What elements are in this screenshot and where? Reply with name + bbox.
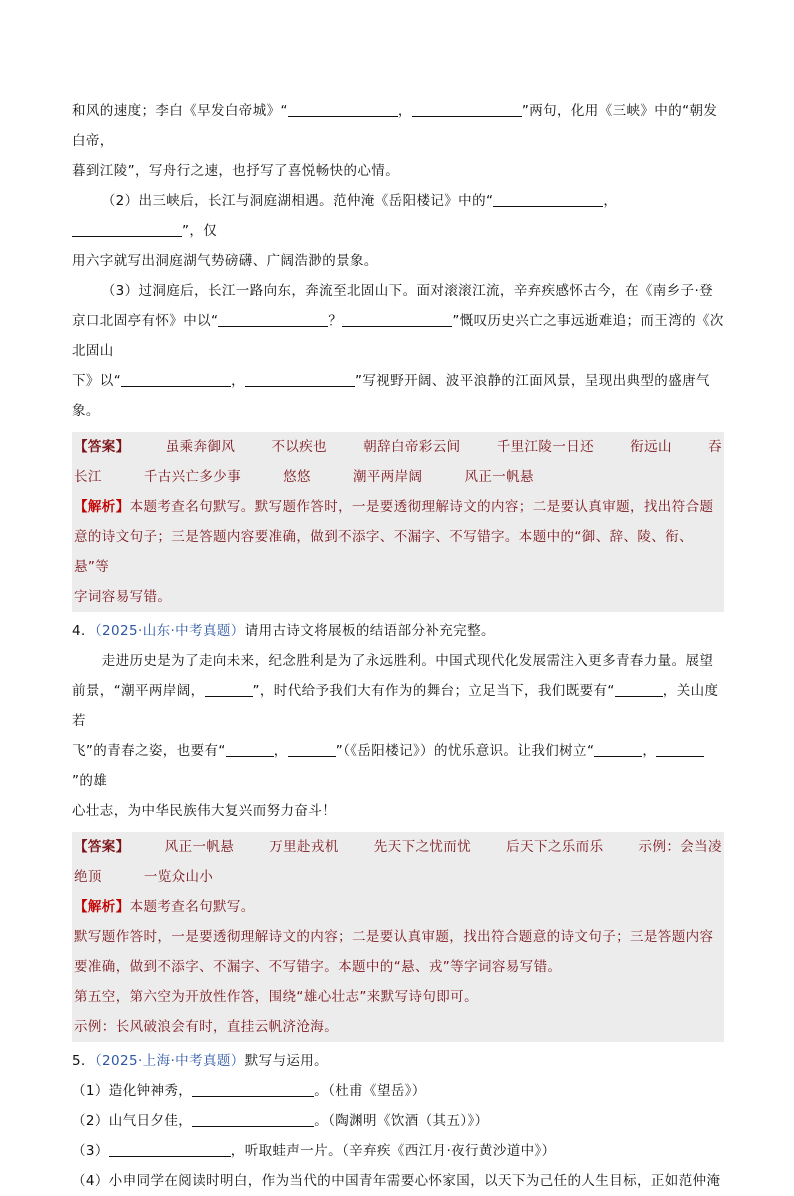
blank[interactable] xyxy=(109,1142,231,1157)
answer-label: 【答案】 xyxy=(74,439,130,455)
answer-item: 绝顶 xyxy=(74,869,102,885)
question-source: （2025·上海·中考真题） xyxy=(94,1053,245,1069)
blank[interactable] xyxy=(72,222,182,237)
answer-item: 一览众山小 xyxy=(143,869,214,885)
answer-label: 【答案】 xyxy=(74,839,130,855)
blank[interactable] xyxy=(656,742,704,757)
question-4-line-2: 前景，“潮平两岸阔， ”，时代给予我们大有作为的舞台；立足当下，我们既要有“ ，关山度若 xyxy=(72,683,719,729)
analysis-label: 【解析】 xyxy=(74,899,130,915)
answer-item: 虽乘奔御风 xyxy=(165,439,236,455)
blank[interactable] xyxy=(288,102,398,117)
answer-item: 后天下之乐而乐 xyxy=(506,839,604,855)
blank[interactable] xyxy=(615,682,663,697)
question-4-header: 4．（2025·山东·中考真题）请用古诗文将展板的结语部分补充完整。 xyxy=(72,623,495,639)
answer-item: 千古兴亡多少事 xyxy=(143,469,242,485)
blank[interactable] xyxy=(493,192,603,207)
question-4-line-4: 心壮志，为中华民族伟大复兴而努力奋斗！ xyxy=(72,803,337,819)
answer-item: 不以疾也 xyxy=(271,439,328,455)
item-2-line-2: 用六字就写出洞庭湖气势磅礴、广阔浩渺的景象。 xyxy=(72,253,378,269)
question-4-line-1: 走进历史是为了走向未来，纪念胜利是为了永远胜利。中国式现代化发展需注入更多青春力量。展望 xyxy=(101,653,714,669)
question-5-header: 5．（2025·上海·中考真题）默写与运用。 xyxy=(72,1053,329,1069)
blank[interactable] xyxy=(245,372,355,387)
blank[interactable] xyxy=(412,102,522,117)
blank[interactable] xyxy=(594,742,642,757)
answer-item: 先天下之忧而忧 xyxy=(373,839,472,855)
continuation-line-1: 和风的速度；李白《早发白帝城》“ ， ”两句，化用《三峡》中的“朝发白帝， xyxy=(72,103,718,149)
answer-item: 衔远山 xyxy=(630,439,672,455)
answer-item: 风正一帆悬 xyxy=(464,469,534,485)
answer-item: 万里赴戎机 xyxy=(269,839,339,855)
blank[interactable] xyxy=(192,1112,314,1127)
analysis-line: 默写题作答时，一是要透彻理解诗文的内容；二是要认真审题，找出符合题意的诗文句子；三是答题内容 xyxy=(74,929,714,945)
analysis-line: 示例：长风破浪会有时，直挂云帆济沧海。 xyxy=(74,1019,339,1035)
item-3-line-1: （3）过洞庭后，长江一路向东，奔流至北固山下。面对滚滚江流，辛弃疾感怀古今，在《南乡子·登 xyxy=(101,283,714,299)
answer-item: 朝辞白帝彩云间 xyxy=(363,439,461,455)
item-2-line-1: （2）出三峡后，长江与洞庭湖相遇。范仲淹《岳阳楼记》中的“ ，”，仅 xyxy=(72,186,724,246)
item-3-line-2: 京口北固亭有怀》中以“ ？ ”慨叹历史兴亡之事远逝难追；而王湾的《次北固山 xyxy=(72,313,724,359)
question-4-line-3: 飞”的青春之姿，也要有“ ， ”（《岳阳楼记》）的忧乐意识。让我们树立“ ，”的雄 xyxy=(72,736,724,796)
item-3-line-3: 下》以“ ， ”写视野开阔、波平浪静的江面风景，呈现出典型的盛唐气象。 xyxy=(72,373,710,419)
answer-box-3 xyxy=(72,432,724,612)
analysis-label: 【解析】 xyxy=(74,499,130,515)
question-5-item-2: （2）山气日夕佳， 。（陶渊明《饮酒（其五）》） xyxy=(72,1113,489,1129)
answer-row xyxy=(74,832,722,862)
answer-item: 示例：会当凌 xyxy=(638,839,722,855)
answer-item: 长江 xyxy=(74,469,102,485)
analysis-line: 【解析】本题考查名句默写。 xyxy=(74,899,255,915)
blank[interactable] xyxy=(192,1082,314,1097)
answer-item: 千里江陵一日还 xyxy=(496,439,595,455)
analysis-line: 【解析】本题考查名句默写。默写题作答时，一是要透彻理解诗文的内容；二是要认真审题，找出符合题 xyxy=(74,499,714,515)
answer-row xyxy=(74,432,722,462)
question-5-item-1: （1）造化钟神秀， 。（杜甫《望岳》） xyxy=(72,1083,426,1099)
blank[interactable] xyxy=(205,682,253,697)
question-5-item-4: （4）小申同学在阅读时明白，作为当代的中国青年需要心怀家国，以天下为己任的人生目标，正如范仲淹 xyxy=(72,1173,721,1189)
answer-row xyxy=(74,462,722,492)
answer-item: 潮平两岸阔 xyxy=(352,469,423,485)
blank[interactable] xyxy=(288,742,336,757)
blank[interactable] xyxy=(121,372,231,387)
blank[interactable] xyxy=(226,742,274,757)
analysis-line: 第五空，第六空为开放性作答，围绕“雄心壮志”来默写诗句即可。 xyxy=(74,989,478,1005)
blank[interactable] xyxy=(218,312,328,327)
answer-item: 风正一帆悬 xyxy=(164,839,235,855)
blank[interactable] xyxy=(342,312,452,327)
question-5-item-3: （3） ，听取蛙声一片。（辛弃疾《西江月·夜行黄沙道中》） xyxy=(72,1143,556,1159)
question-source: （2025·山东·中考真题） xyxy=(94,623,245,639)
answer-row xyxy=(74,862,722,892)
analysis-line: 字词容易写错。 xyxy=(74,589,172,605)
document-page xyxy=(72,96,724,1196)
answer-item: 悠悠 xyxy=(283,469,311,485)
continuation-line-2: 暮到江陵”，写舟行之速，也抒写了喜悦畅快的心情。 xyxy=(72,163,400,179)
answer-item: 吞 xyxy=(708,439,722,455)
analysis-line: 要准确，做到不添字、不漏字、不写错字。本题中的“悬、戎”等字词容易写错。 xyxy=(74,959,562,975)
analysis-line: 意的诗文句子；三是答题内容要准确，做到不添字、不漏字、不写错字。本题中的“御、辞、陵、衔、悬”等 xyxy=(74,529,693,575)
answer-box-4 xyxy=(72,832,724,1042)
